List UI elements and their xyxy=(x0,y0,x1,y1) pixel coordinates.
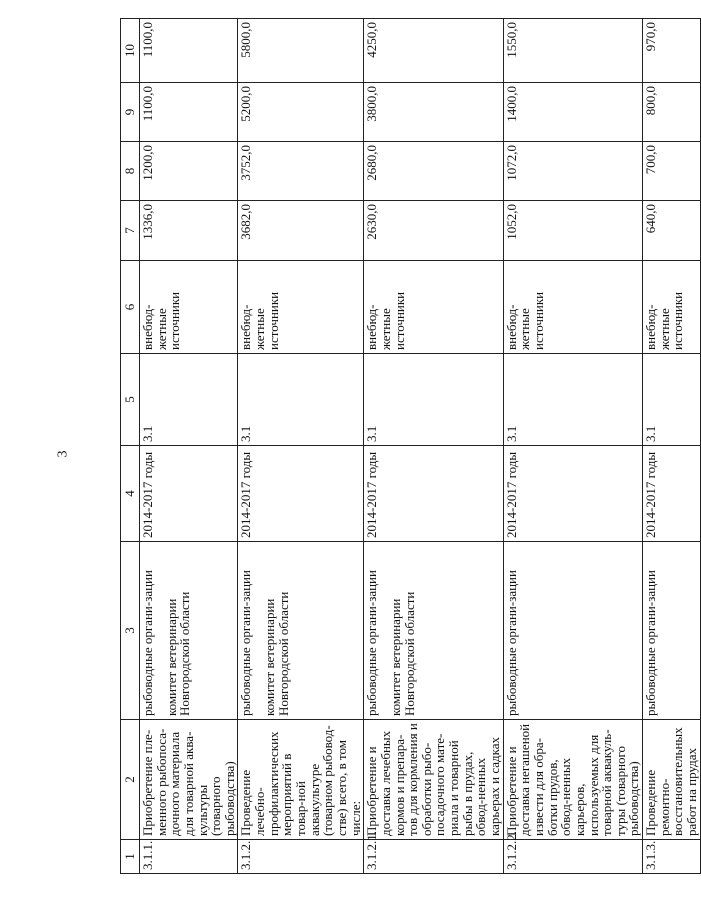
value-2017: 1100,0 xyxy=(140,19,238,83)
table-row xyxy=(643,19,701,874)
value-2016: 1400,0 xyxy=(503,83,642,142)
activities-table xyxy=(120,18,701,874)
responsible xyxy=(238,542,364,720)
value-2014: 2630,0 xyxy=(364,201,503,261)
responsible-secondary: комитет ветеринарии Новгородской области xyxy=(387,591,417,716)
responsible-primary: рыбоводные органи-зации xyxy=(364,570,380,716)
target-indicator: 3.1 xyxy=(503,354,642,446)
period: 2014-2017 годы xyxy=(643,446,701,542)
responsible xyxy=(503,542,642,720)
responsible-primary: рыбоводные органи-зации xyxy=(238,570,254,716)
value-2015: 1200,0 xyxy=(140,142,238,201)
col-header-2: 2 xyxy=(121,720,140,840)
table-row xyxy=(364,19,503,874)
row-id: 3.1.3. xyxy=(643,840,701,874)
col-header-7: 7 xyxy=(121,201,140,261)
value-2015: 3752,0 xyxy=(238,142,364,201)
responsible-primary: рыбоводные органи-зации xyxy=(140,570,155,716)
value-2017: 970,0 xyxy=(643,19,701,83)
value-2014: 3682,0 xyxy=(238,201,364,261)
value-2015: 700,0 xyxy=(643,142,701,201)
responsible xyxy=(140,542,238,720)
period: 2014-2017 годы xyxy=(364,446,503,542)
value-2016: 800,0 xyxy=(643,83,701,142)
header-row xyxy=(121,19,140,874)
value-2017: 5800,0 xyxy=(238,19,364,83)
funding-source: внебюд-жетные источники xyxy=(503,261,642,354)
period: 2014-2017 годы xyxy=(503,446,642,542)
value-2014: 1336,0 xyxy=(140,201,238,261)
table-row xyxy=(503,19,642,874)
responsible-primary: рыбоводные органи-зации xyxy=(643,570,659,716)
funding-source: внебюд-жетные источники xyxy=(238,261,364,354)
funding-source: внебюд-жетные источники xyxy=(140,261,238,354)
row-id: 3.1.2.2. xyxy=(503,840,642,874)
value-2016: 5200,0 xyxy=(238,83,364,142)
value-2016: 3800,0 xyxy=(364,83,503,142)
activity-name: Проведение ремонтно-восстановительных работ на прудах xyxy=(643,720,701,840)
value-2014: 1052,0 xyxy=(503,201,642,261)
activity-name: Приобретение и доставка лечебных кормов и препара-тов для кормления и обработки рыбо-посадочного мате-риала и товарной рыбы в прудах, обвод-ненных карьерах и садках xyxy=(364,720,503,840)
row-id: 3.1.2. xyxy=(238,840,364,874)
col-header-8: 8 xyxy=(121,142,140,201)
row-id: 3.1.2.1. xyxy=(364,840,503,874)
table-container xyxy=(120,19,699,874)
value-2015: 1072,0 xyxy=(503,142,642,201)
col-header-10: 10 xyxy=(121,19,140,83)
responsible-primary: рыбоводные органи-зации xyxy=(503,570,519,716)
col-header-5: 5 xyxy=(121,354,140,446)
value-2017: 4250,0 xyxy=(364,19,503,83)
target-indicator: 3.1 xyxy=(238,354,364,446)
value-2014: 640,0 xyxy=(643,201,701,261)
responsible xyxy=(643,542,701,720)
value-2017: 1550,0 xyxy=(503,19,642,83)
target-indicator: 3.1 xyxy=(140,354,238,446)
table-row xyxy=(238,19,364,874)
activity-name: Приобретение пле-менного рыбопоса-дочного материала для товарной аква-культуры (товарного рыбоводства) xyxy=(140,720,238,840)
activity-name: Приобретение и доставка негашеной извести для обра-ботки прудов, обвод-ненных карьеров, используемых для товарной аквакуль-туры (товарного рыбоводства) xyxy=(503,720,642,840)
col-header-3: 3 xyxy=(121,542,140,720)
col-header-9: 9 xyxy=(121,83,140,142)
col-header-4: 4 xyxy=(121,446,140,542)
row-id: 3.1.1. xyxy=(140,840,238,874)
col-header-1: 1 xyxy=(121,840,140,874)
table-row xyxy=(140,19,238,874)
target-indicator: 3.1 xyxy=(643,354,701,446)
responsible-secondary: комитет ветеринарии Новгородской области xyxy=(163,591,193,716)
value-2016: 1100,0 xyxy=(140,83,238,142)
funding-source: внебюд-жетные источники xyxy=(643,261,701,354)
funding-source: внебюд-жетные источники xyxy=(364,261,503,354)
responsible-secondary: комитет ветеринарии Новгородской области xyxy=(262,591,291,716)
target-indicator: 3.1 xyxy=(364,354,503,446)
activity-name: Проведение лечебно-профилактических мероприятий в товар-ной аквакультуре (товарном рыбовод-стве) всего, в том числе: xyxy=(238,720,364,840)
col-header-6: 6 xyxy=(121,261,140,354)
period: 2014-2017 годы xyxy=(238,446,364,542)
page-number: 3 xyxy=(55,450,71,458)
value-2015: 2680,0 xyxy=(364,142,503,201)
responsible xyxy=(364,542,503,720)
period: 2014-2017 годы xyxy=(140,446,238,542)
